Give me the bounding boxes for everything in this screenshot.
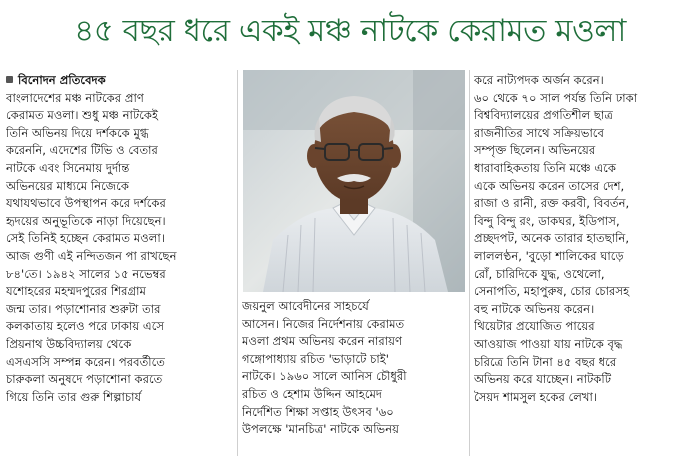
text-line: নাটকে এবং সিনেমায় দুর্দান্ত — [6, 160, 130, 175]
text-line: সম্পৃক্ত ছিলেন। অভিনয়ের — [474, 143, 596, 158]
text-line: বহু নাটকে অভিনয় করেন। — [474, 301, 595, 316]
text-line: জয়নুল আবেদীনের সাহচর্যে — [242, 299, 369, 313]
portrait-photo — [243, 70, 465, 292]
text-line: ৬০ থেকে ৭০ সাল পর্যন্ত তিনি ঢাকা — [474, 90, 638, 105]
text-line: প্রচ্ছদপট, অনেক তারার হাতছানি, — [474, 231, 630, 246]
text-line: যথাযথভাবে উপস্থাপন করে দর্শকের — [6, 196, 166, 211]
text-line: নাটকে। ১৯৬০ সালে আনিস চৌধুরী — [242, 369, 407, 384]
text-line: জন্ম তার। পড়াশোনার শুরুটা তার — [6, 301, 161, 316]
text-line: ৮৪'তে। ১৯৪২ সালের ১৫ নভেম্বর — [6, 266, 166, 281]
text-line: হৃদয়ের অনুভূতিকে নাড়া দিয়েছেন। — [6, 213, 166, 228]
text-line: রচিত ও হেশাম উদ্দিন আহমেদ — [242, 386, 383, 401]
text-line: চারুকলা অনুষদে পড়াশোনা করতে — [6, 372, 163, 387]
text-line: রোঁ, চারিদিকে যুদ্ধ, ওথেলো, — [474, 266, 605, 281]
text-line: আওয়াজ পাওয়া যায় নাটকে বৃদ্ধ — [474, 336, 623, 351]
middle-column-text — [242, 298, 466, 439]
text-line: বাংলাদেশের মঞ্চ নাটকের প্রাণ — [6, 90, 144, 105]
text-line: থিয়েটার প্রযোজিত পায়ের — [474, 319, 595, 334]
column-divider-right — [469, 70, 470, 456]
text-line: রাজনীতির সাথে সক্রিয়ভাবে — [474, 125, 604, 140]
text-line: উপলক্ষে 'মানচিত্র' নাটকে অভিনয় — [242, 422, 399, 437]
left-column-text — [6, 90, 234, 407]
text-line: চরিত্রে তিনি টানা ৪৫ বছর ধরে — [474, 354, 617, 369]
text-line: রাজা ও রানী, রক্ত করবী, বিবর্তন, — [474, 196, 630, 211]
byline — [6, 72, 234, 90]
portrait-illustration — [243, 70, 465, 292]
text-line: ধারাবাহিকতায় তিনি মঞ্চে একে — [474, 160, 616, 175]
article-column-right — [474, 72, 694, 456]
bullet-icon — [6, 76, 13, 83]
byline-text: বিনোদন প্রতিবেদক — [18, 73, 106, 87]
text-line: করে নাট্যপদক অর্জন করেন। — [474, 73, 604, 87]
headline: ৪৫ বছর ধরে একই মঞ্চ নাটকে কেরামত মওলা — [74, 13, 626, 49]
text-line: গঙ্গোপাধ্যায় রচিত 'ভাড়াটে চাই' — [242, 351, 389, 366]
right-column-text — [474, 72, 694, 406]
text-line: যশোহরের মহম্মদপুরের শিরগ্রাম — [6, 284, 146, 299]
text-line: নির্দেশিত শিক্ষা সপ্তাহ উৎসব '৬০ — [242, 404, 394, 419]
text-line: বিশ্ববিদ্যালয়ের প্রগতিশীল ছাত্র — [474, 108, 613, 123]
article-column-left — [6, 72, 234, 456]
text-line: মওলা প্রথম অভিনয় করেন নারায়ণ — [242, 334, 402, 349]
text-line: করেননি, এদেশের টিভি ও বেতার — [6, 143, 158, 158]
text-line: অভিনয়ের মাধ্যমে নিজেকে — [6, 178, 129, 193]
text-line: সেই তিনিই হচ্ছেন কেরামত মওলা। — [6, 231, 165, 246]
column-divider-left — [237, 70, 238, 456]
text-line: আসেন। নিজের নির্দেশনায় কেরামত — [242, 316, 405, 331]
text-line: সৈয়দ শামসুল হকের লেখা। — [474, 389, 597, 404]
text-line: অভিনয় করে যাচ্ছেন। নাটকটি — [474, 372, 612, 387]
text-line: সেনাপতি, মহাপুরুষ, চোর চোরসহ — [474, 284, 630, 299]
text-line: বিন্দু বিন্দু রং, ডাকঘর, ইডিপাস, — [474, 213, 620, 228]
text-line: কলকাতায় হলেও পরে ঢাকায় এসে — [6, 319, 165, 334]
text-line: এসএসসি সম্পন্ন করেন। পরবর্তীতে — [6, 354, 165, 369]
article-column-middle — [242, 298, 466, 456]
text-line: গিয়ে তিনি তার গুরু শিল্পাচার্য — [6, 389, 142, 404]
text-line: লাললণ্ঠন, 'বুড়ো শালিকের ঘাড়ে — [474, 248, 624, 263]
text-line: একে অভিনয় করেন তাসের দেশ, — [474, 178, 625, 193]
text-line: কেরামত মওলা। শুধু মঞ্চ নাটকেই — [6, 108, 158, 123]
text-line: তিনি অভিনয় দিয়ে দর্শককে মুগ্ধ — [6, 125, 149, 140]
text-line: প্রিয়নাথ উচ্চবিদ্যালয় থেকে — [6, 336, 132, 351]
text-line: আজ গুণী এই নন্দিতজন পা রাখছেন — [6, 248, 177, 263]
